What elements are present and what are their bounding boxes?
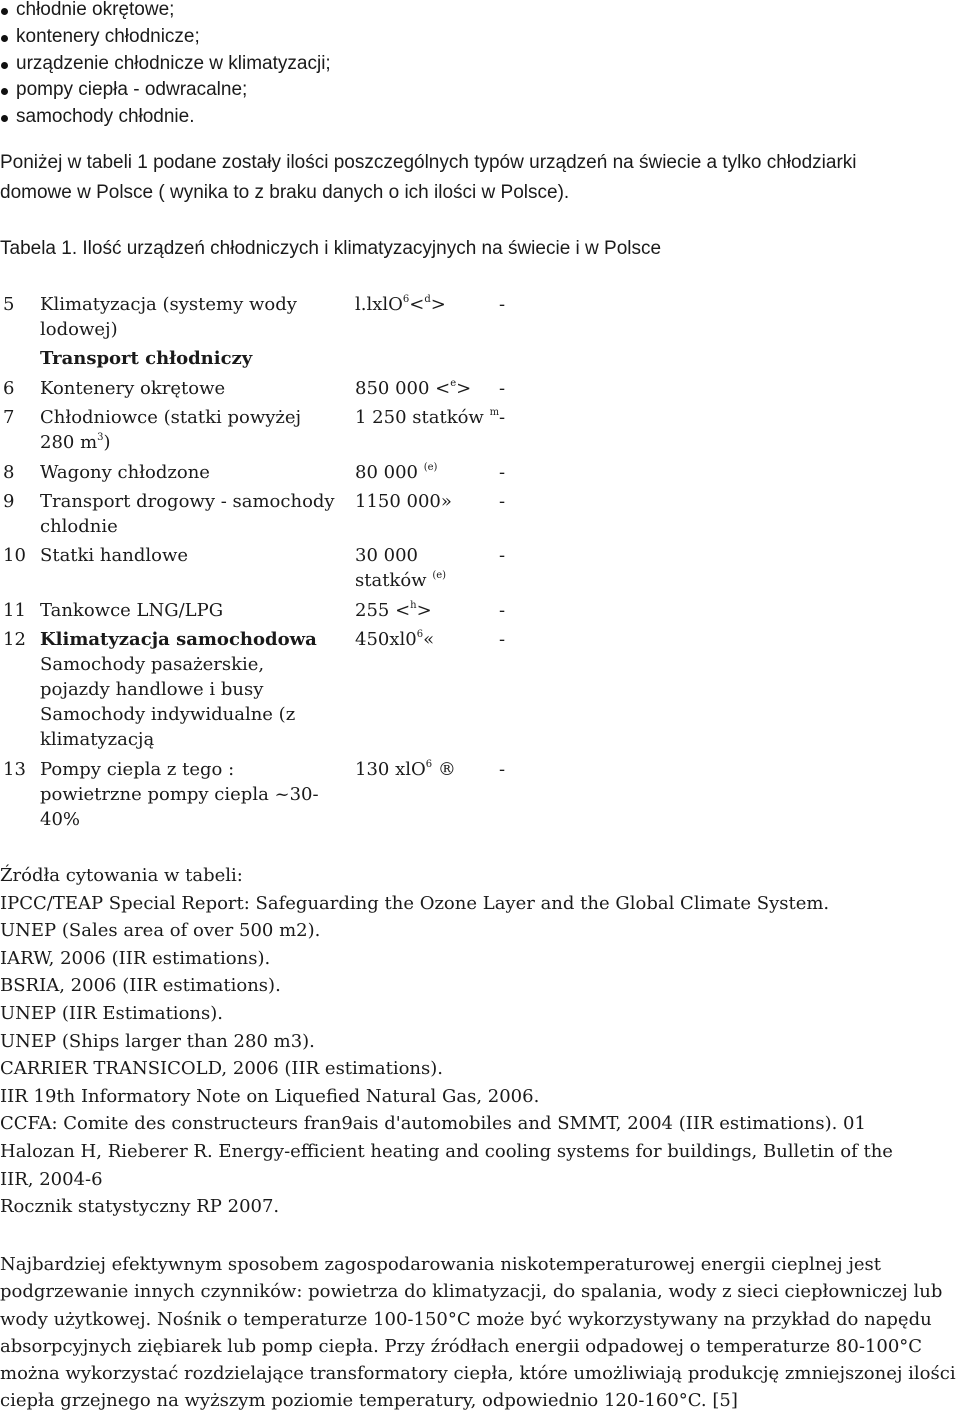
body-paragraph: Najbardziej efektywnym sposobem zagospodarowania niskotemperaturowej energii cieplnej jest podgrzewanie innych czynników: powietrza do klimatyzacji, do spalania, wody z sieci ciepłowniczej lub wody użytkowej. Nośnik o temperaturze 100-150°C może być wykorzystywany na przykład do napędu absorpcyjnych ziębiarek lub pomp ciepła. Przy źródłach energii odpadowej o temperaturze 80-100°C można wykorzystać rozdzielające transformatory ciepła, które umożliwiają produkcję zmniejszonej ilości ciepła grzejnego na wyższym poziomie temperatury, odpowiednio 120-160°C. [5] [0,1254,956,1412]
list-item: pompy ciepła - odwracalne; [0,77,331,104]
bullet-icon [1,62,8,69]
list-item: IIR 19th Informatory Note on Liquefied Natural Gas, 2006. [0,1085,540,1107]
list-item: samochody chłodnie. [0,104,331,131]
list-item: UNEP (Sales area of over 500 m2). [0,920,321,942]
bullet-icon [1,115,8,122]
list-item: kontenery chłodnicze; [0,24,331,51]
table-caption: Tabela 1. Ilość urządzeń chłodniczych i klimatyzacyjnych na świecie i w Polsce [0,238,662,259]
bullet-list [0,0,331,131]
list-item: CARRIER TRANSICOLD, 2006 (IIR estimations). [0,1058,443,1080]
list-item: chłodnie okrętowe; [0,0,331,24]
intro-paragraph: Poniżej w tabeli 1 podane zostały ilości poszczególnych typów urządzeń na świecie a tylko chłodziarki domowe w Polsce ( wynika to z braku danych o ich ilości w Polsce). [0,152,857,203]
list-item: IARW, 2006 (IIR estimations). [0,947,271,969]
list-item: UNEP (IIR Estimations). [0,1002,223,1024]
sources-heading: Źródła cytowania w tabeli: [0,865,243,886]
list-item: urządzenie chłodnicze w klimatyzacji; [0,51,331,78]
bullet-icon [1,35,8,42]
bullet-icon [1,88,8,95]
list-item: Halozan H, Rieberer R. Energy-efficient heating and cooling systems for buildings, Bulletin of the IIR, 2004-6 [0,1140,893,1190]
list-item: CCFA: Comite des constructeurs fran9ais d'automobiles and SMMT, 2004 (IIR estimations). 01 [0,1113,866,1135]
bullet-icon [1,8,8,15]
sources-list [0,862,920,1221]
list-item: Rocznik statystyczny RP 2007. [0,1196,280,1218]
list-item: UNEP (Ships larger than 280 m3). [0,1030,315,1052]
list-item: IPCC/TEAP Special Report: Safeguarding the Ozone Layer and the Global Climate System. [0,892,830,914]
list-item: BSRIA, 2006 (IIR estimations). [0,975,281,997]
